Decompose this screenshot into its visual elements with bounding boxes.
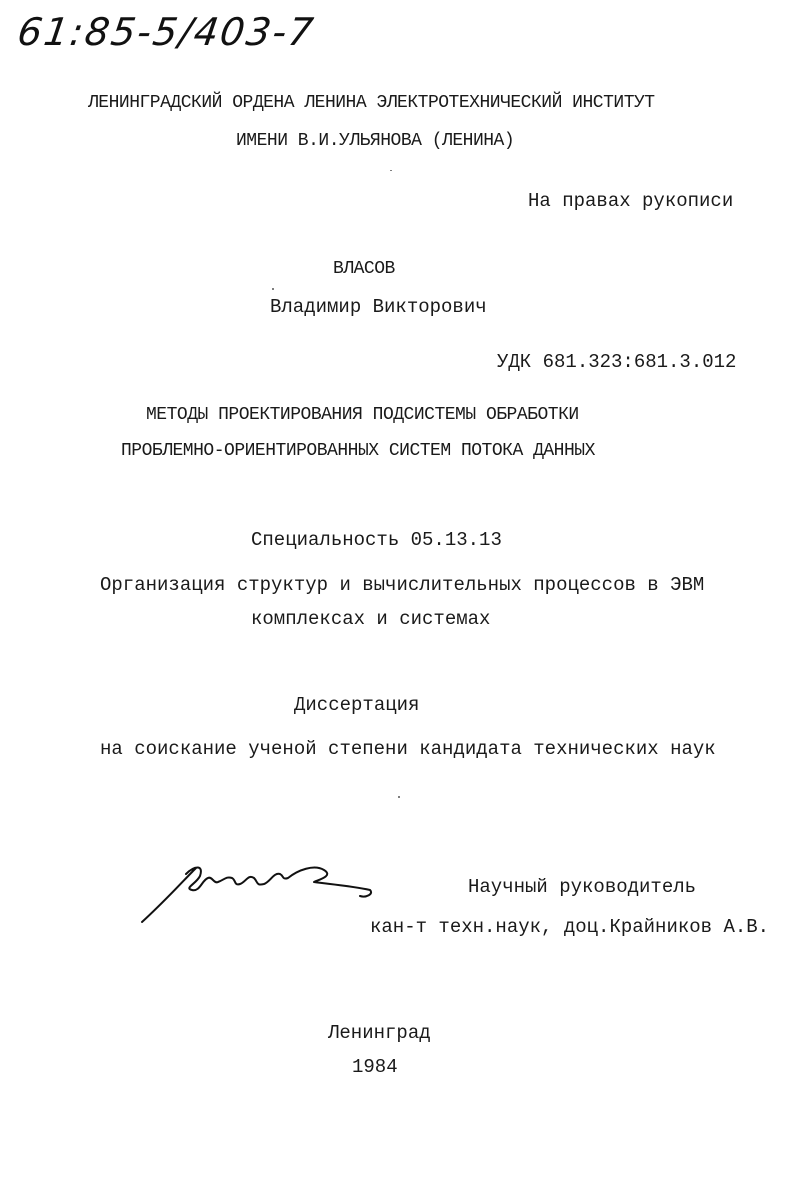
supervisor-details: кан-т техн.наук, доц.Крайников А.В. (370, 916, 770, 938)
signature-image (138, 850, 378, 930)
archive-code-handwritten: 61:85-5/403-7 (14, 10, 318, 54)
author-surname: ВЛАСОВ (333, 259, 395, 279)
speck (390, 170, 392, 171)
year: 1984 (352, 1056, 398, 1078)
institute-line-1: ЛЕНИНГРАДСКИЙ ОРДЕНА ЛЕНИНА ЭЛЕКТРОТЕХНИЧЕСКИЙ ИНСТИТУТ (88, 93, 655, 113)
specialty-code: Специальность 05.13.13 (251, 529, 502, 551)
supervisor-label: Научный руководитель (468, 876, 697, 898)
manuscript-note: На правах рукописи (528, 190, 734, 212)
specialty-line-2: комплексах и системах (251, 608, 491, 630)
udc-code: УДК 681.323:681.3.012 (497, 351, 737, 373)
author-name: Владимир Викторович (270, 296, 487, 318)
speck (398, 796, 400, 798)
dissertation-purpose: на соискание ученой степени кандидата технических наук (100, 738, 716, 760)
title-line-2: ПРОБЛЕМНО-ОРИЕНТИРОВАННЫХ СИСТЕМ ПОТОКА ДАННЫХ (121, 441, 595, 461)
city: Ленинград (328, 1022, 431, 1044)
title-line-1: МЕТОДЫ ПРОЕКТИРОВАНИЯ ПОДСИСТЕМЫ ОБРАБОТКИ (146, 405, 579, 425)
speck (272, 288, 274, 290)
specialty-line-1: Организация структур и вычислительных процессов в ЭВМ (100, 574, 705, 596)
dissertation-label: Диссертация (294, 694, 420, 716)
institute-line-2: ИМЕНИ В.И.УЛЬЯНОВА (ЛЕНИНА) (236, 131, 515, 151)
